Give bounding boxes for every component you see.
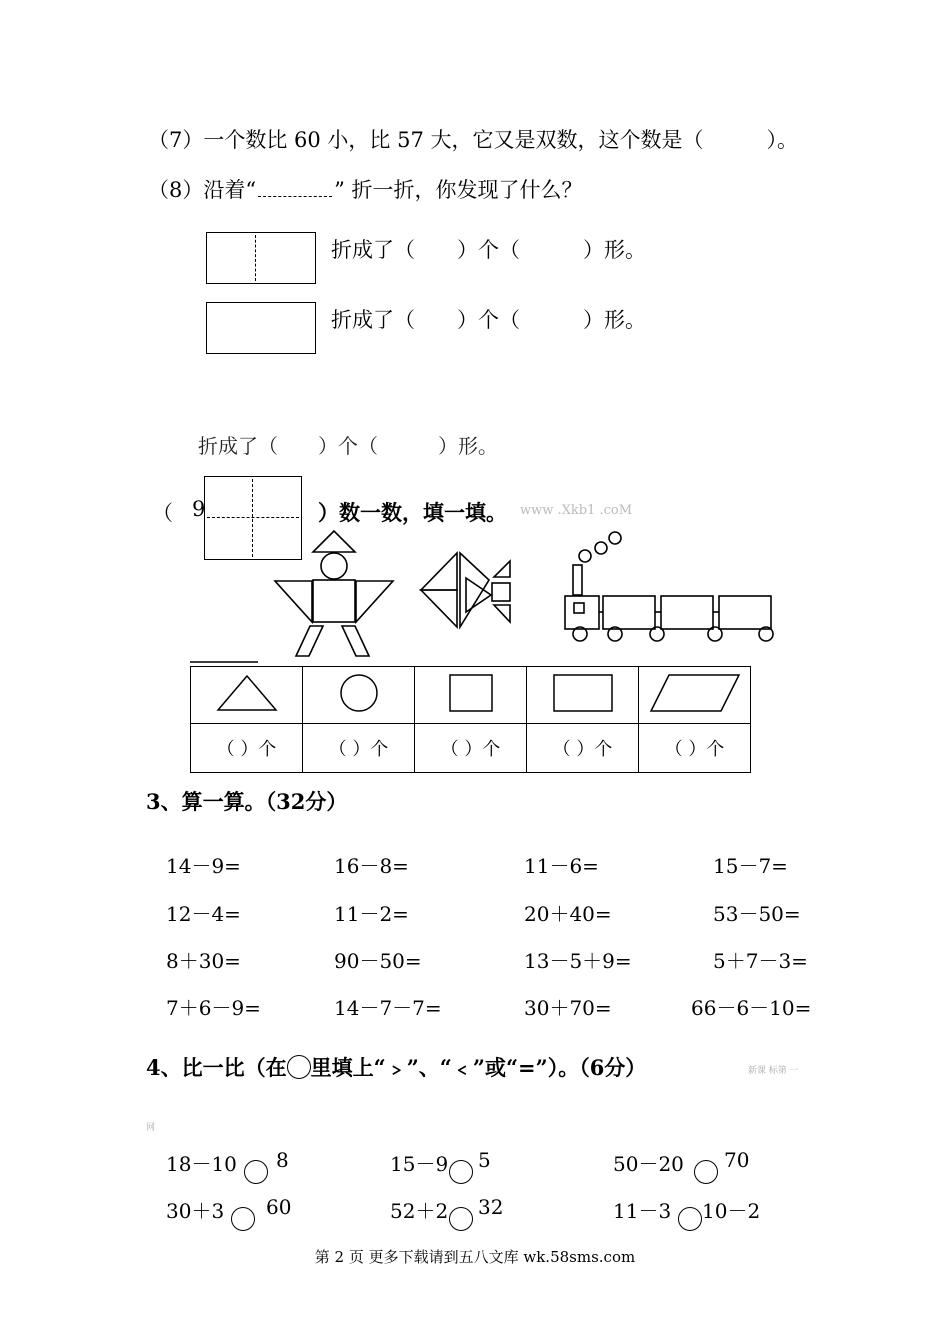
calc-item: 5＋7－3= bbox=[713, 949, 808, 973]
calc-item: 15－7= bbox=[713, 854, 788, 878]
compare-left: 11－3 bbox=[613, 1199, 672, 1223]
parallelogram-cell bbox=[639, 667, 751, 724]
parallelogram-icon bbox=[649, 673, 741, 713]
calc-item: 30＋70= bbox=[524, 996, 612, 1020]
question-9: ）数一数，填一填。 bbox=[318, 500, 507, 525]
section-4-title bbox=[146, 1052, 646, 1082]
circle-cell bbox=[303, 667, 415, 724]
compare-right: 10－2 bbox=[702, 1199, 761, 1223]
watermark: www .Xkb1 .coM bbox=[520, 503, 633, 518]
section-4-title-a: 4、比一比（在 bbox=[146, 1055, 287, 1080]
compare-right: 5 bbox=[478, 1148, 491, 1172]
calc-item: 16－8= bbox=[334, 854, 409, 878]
compare-right: 32 bbox=[478, 1195, 504, 1219]
count-cell[interactable]: （ ）个 bbox=[527, 724, 639, 773]
calc-item: 7＋6－9= bbox=[166, 996, 261, 1020]
train-figure bbox=[565, 532, 773, 641]
compare-circle[interactable] bbox=[449, 1207, 473, 1231]
question-8-prefix: （8）沿着“ bbox=[148, 178, 257, 202]
count-cell[interactable]: （ ）个 bbox=[639, 724, 751, 773]
calc-item: 66－6－10= bbox=[691, 996, 812, 1020]
calc-item: 20＋40= bbox=[524, 902, 612, 926]
square-icon bbox=[447, 673, 495, 713]
watermark-note: 新课 标第 一 bbox=[748, 1066, 799, 1076]
compare-left: 50－20 bbox=[613, 1152, 684, 1176]
compare-circle[interactable] bbox=[231, 1207, 255, 1231]
q9-number: 9 bbox=[192, 497, 206, 521]
circle-icon bbox=[287, 1055, 311, 1079]
question-8-suffix: ” 折一折，你发现了什么？ bbox=[334, 178, 583, 202]
question-7: （7）一个数比 60 小，比 57 大，它又是双数，这个数是（ ）。 bbox=[148, 128, 799, 152]
compare-left: 52＋2 bbox=[390, 1199, 449, 1223]
fold-answer-2: 折成了（ ）个（ ）形。 bbox=[331, 308, 646, 332]
circle-icon bbox=[337, 672, 381, 714]
calc-item: 8＋30= bbox=[166, 949, 241, 973]
q9-paren: （ bbox=[152, 501, 173, 525]
compare-circle[interactable] bbox=[694, 1160, 718, 1184]
compare-circle[interactable] bbox=[449, 1160, 473, 1184]
compare-circle[interactable] bbox=[678, 1207, 702, 1231]
calc-item: 12－4= bbox=[166, 902, 241, 926]
fold-answer-3: 折成了（ ）个（ ）形。 bbox=[198, 434, 498, 458]
page-footer: 第 2 页 更多下载请到五八文库 wk.58sms.com bbox=[314, 1248, 636, 1266]
compare-left: 30＋3 bbox=[166, 1199, 225, 1223]
fold-answer-1: 折成了（ ）个（ ）形。 bbox=[331, 238, 646, 262]
triangle-cell bbox=[191, 667, 303, 724]
section-3-title: 3、算一算。（32分） bbox=[146, 789, 348, 814]
compare-left: 15－9 bbox=[390, 1152, 449, 1176]
watermark-note: 网 bbox=[146, 1123, 156, 1133]
calc-item: 11－6= bbox=[524, 854, 599, 878]
count-cell[interactable]: （ ）个 bbox=[191, 724, 303, 773]
calc-item: 14－9= bbox=[166, 854, 241, 878]
calc-item: 11－2= bbox=[334, 902, 409, 926]
compare-circle[interactable] bbox=[244, 1160, 268, 1184]
compare-left: 18－10 bbox=[166, 1152, 237, 1176]
square-cell bbox=[415, 667, 527, 724]
robot-figure bbox=[275, 531, 393, 656]
count-cell[interactable]: （ ）个 bbox=[303, 724, 415, 773]
fish-figure bbox=[421, 553, 510, 627]
calc-item: 13－5＋9= bbox=[524, 949, 632, 973]
calc-item: 14－7－7= bbox=[334, 996, 442, 1020]
calc-item: 90－50= bbox=[334, 949, 422, 973]
count-cell[interactable]: （ ）个 bbox=[415, 724, 527, 773]
compare-right: 60 bbox=[266, 1195, 292, 1219]
shape-count-table bbox=[190, 666, 751, 773]
triangle-icon bbox=[215, 673, 279, 713]
rectangle-icon bbox=[552, 673, 614, 713]
compare-right: 70 bbox=[724, 1148, 750, 1172]
compare-right: 8 bbox=[276, 1148, 289, 1172]
calc-item: 53－50= bbox=[713, 902, 801, 926]
section-4-title-b: 里填上“﹥”、“﹤”或“=”）。（6分） bbox=[310, 1055, 647, 1080]
rectangle-cell bbox=[527, 667, 639, 724]
